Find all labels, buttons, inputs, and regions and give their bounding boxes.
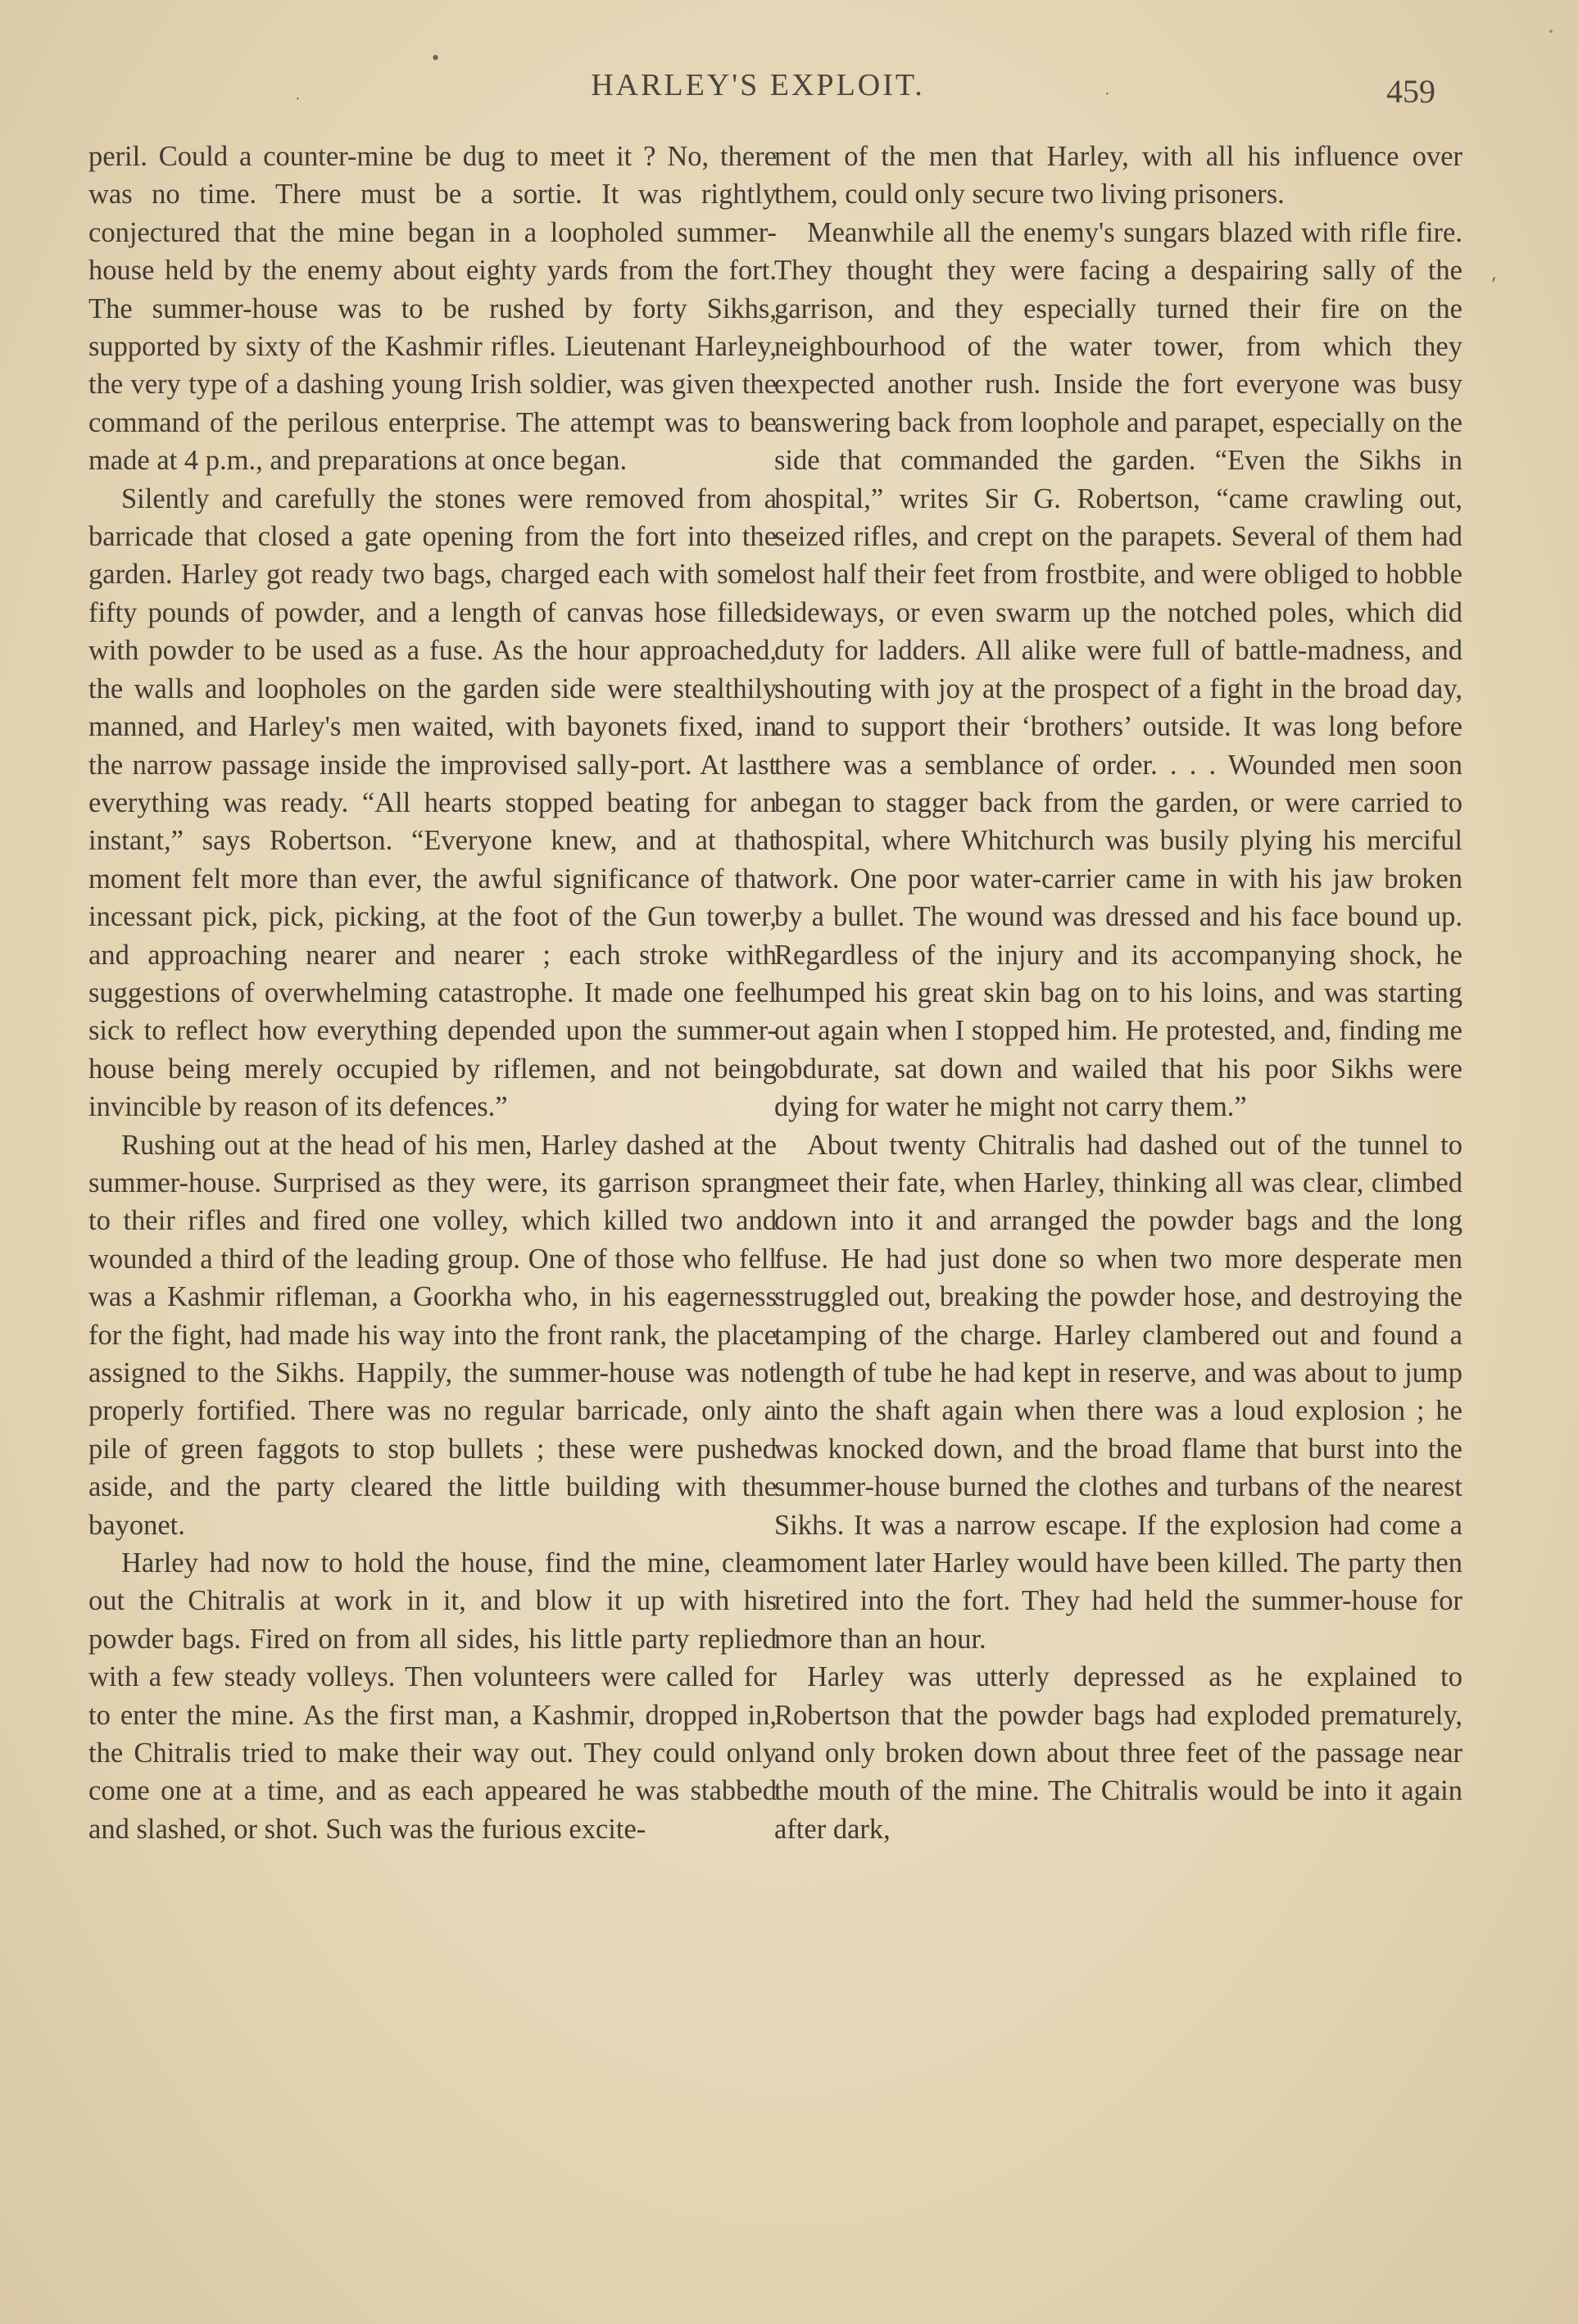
- running-title: HARLEY'S EXPLOIT.: [591, 68, 925, 102]
- ink-speck: ·: [1104, 85, 1110, 103]
- page-number: 459: [1386, 73, 1435, 110]
- paragraph: peril. Could a counter-mine be dug to meet it ? No, there was no time. There must be a sortie. It was rightly conjectured that the mine began in a loopholed summer-house held by the enemy about eighty yards from the fort. The summer-house was to be rushed by forty Sikhs, supported by sixty of the Kashmir rifles. Lieutenant Harley, the very type of a dashing young Irish soldier, was given the command of the perilous enterprise. The attempt was to be made at 4 p.m., and preparations at once began.: [88, 141, 777, 477]
- left-column: [88, 138, 777, 1848]
- paragraph: About twenty Chitralis had dashed out of the tunnel to meet their fate, when Harley, thinking all was clear, climbed down into it and arranged the powder bags and the long fuse. He had just done so when two more desperate men struggled out, breaking the powder hose, and destroying the tamping of the charge. Harley clambered out and found a length of tube he had kept in reserve, and was about to jump into the shaft again when there was a loud explosion ; he was knocked down, and the broad flame that burst into the summer-house burned the clothes and turbans of the nearest Sikhs. It was a narrow escape. If the explosion had come a moment later Harley would have been killed. The party then retired into the fort. They had held the summer-house for more than an hour.: [774, 1129, 1462, 1655]
- right-column: [774, 138, 1462, 1848]
- corner-mark: ·: [1547, 18, 1555, 45]
- margin-pencil-mark: ˊ: [1487, 272, 1508, 301]
- paragraph: Harley was utterly depressed as he explained to Robertson that the powder bags had exploded prematurely, and only broken down about three feet of the passage near the mouth of the mine. The Chitralis would be into it again after dark,: [774, 1661, 1462, 1845]
- running-header: [0, 67, 1578, 116]
- paragraph: Meanwhile all the enemy's sungars blazed with rifle fire. They thought they were facing a despairing sally of the garrison, and they especially turned their fire on the neighbourhood of the water tower, from which they expected another rush. Inside the fort everyone was busy answering back from loophole and parapet, especially on the side that commanded the garden. “Even the Sikhs in hospital,” writes Sir G. Robertson, “came crawling out, seized rifles, and crept on the parapets. Several of them had lost half their feet from frostbite, and were obliged to hobble sideways, or even swarm up the notched poles, which did duty for ladders. All alike were full of battle-madness, and shouting with joy at the prospect of a fight in the broad day, and to support their ‘brothers’ outside. It was long before there was a semblance of order. . . . Wounded men soon began to stagger back from the garden, or were carried to hospital, where Whitchurch was busily plying his merciful work. One poor water-carrier came in with his jaw broken by a bullet. The wound was dressed and his face bound up. Regardless of the injury and its accompanying shock, he humped his great skin bag on to his loins, and was starting out again when I stopped him. He protested, and, finding me obdurate, sat down and wailed that his poor Sikhs were dying for water he might not carry them.”: [774, 216, 1462, 1123]
- ink-dot: •: [432, 46, 440, 70]
- paragraph: Silently and carefully the stones were removed from a barricade that closed a gate opening from the fort into the garden. Harley got ready two bags, charged each with some fifty pounds of powder, and a length of canvas hose filled with powder to be used as a fuse. As the hour approached, the walls and loopholes on the garden side were stealthily manned, and Harley's men waited, with bayonets fixed, in the narrow passage inside the improvised sally-port. At last everything was ready. “All hearts stopped beating for an instant,” says Robertson. “Everyone knew, and at that moment felt more than ever, the awful significance of that incessant pick, pick, picking, at the foot of the Gun tower, and approaching nearer and nearer ; each stroke with suggestions of overwhelming catastrophe. It made one feel sick to reflect how everything depended upon the summer-house being merely occupied by riflemen, and not being invincible by reason of its defences.”: [88, 482, 777, 1123]
- paragraph: Harley had now to hold the house, find the mine, clear out the Chitralis at work in it, and blow it up with his powder bags. Fired on from all sides, his little party replied with a few steady volleys. Then volunteers were called for to enter the mine. As the first man, a Kashmir, dropped in, the Chitralis tried to make their way out. They could only come one at a time, and as each appeared he was stabbed and slashed, or shot. Such was the furious excite-: [88, 1547, 777, 1845]
- ink-speck: ·: [295, 90, 301, 108]
- paragraph: Rushing out at the head of his men, Harley dashed at the summer-house. Surprised as they were, its garrison sprang to their rifles and fired one volley, which killed two and wounded a third of the leading group. One of those who fell was a Kashmir rifleman, a Goorkha who, in his eagerness for the fight, had made his way into the front rank, the place assigned to the Sikhs. Happily, the summer-house was not properly fortified. There was no regular barricade, only a pile of green faggots to stop bullets ; these were pushed aside, and the party cleared the little building with the bayonet.: [88, 1129, 777, 1541]
- paragraph: ment of the men that Harley, with all his influence over them, could only secure two living prisoners.: [774, 141, 1462, 211]
